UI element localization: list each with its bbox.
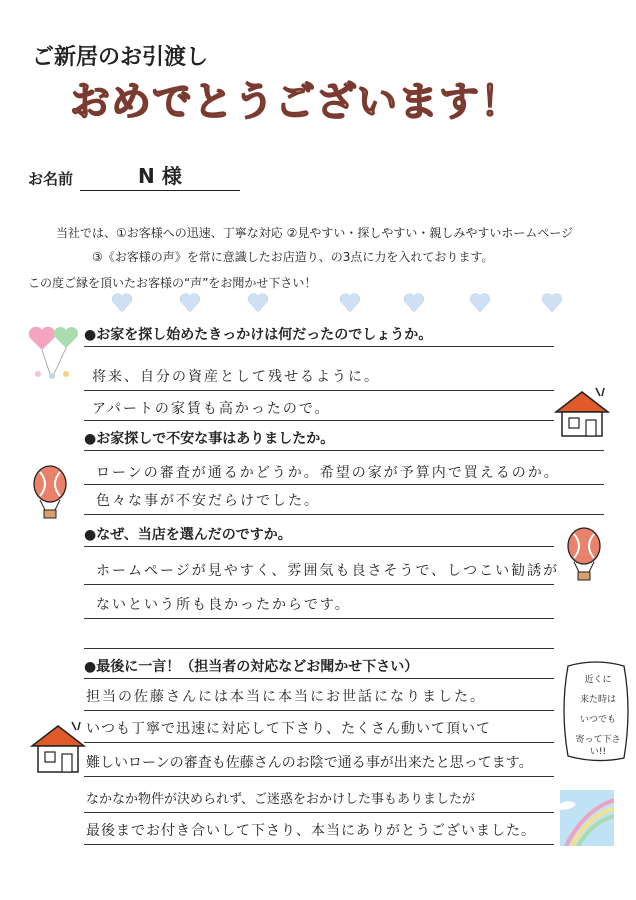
heart-icon xyxy=(340,294,360,312)
question-1: ●お家を探し始めたきっかけは何だったのでしょうか。 xyxy=(84,327,433,343)
hearts-row xyxy=(112,292,572,314)
side-note-line-3: いつでも xyxy=(579,715,616,725)
hot-air-balloon-icon xyxy=(26,462,76,522)
side-note-line-4: 寄って下さい!! xyxy=(575,735,621,757)
page-subtitle: ご新居のお引渡し xyxy=(32,45,209,70)
answer-3-line-2: ないという所も良かったからです。 xyxy=(96,597,351,613)
question-3: ●なぜ、当店を選んだのですか。 xyxy=(84,527,292,543)
rainbow-icon xyxy=(560,790,614,846)
hot-air-balloon-icon xyxy=(560,520,610,586)
answer-2-line-1: ローンの審査が通るかどうか。希望の家が予算内で買えるのか。 xyxy=(96,465,560,481)
heart-icon xyxy=(180,294,200,312)
rule xyxy=(84,546,554,547)
rule xyxy=(84,346,554,347)
answer-1-line-1: 将来、自分の資産として残せるように。 xyxy=(92,369,380,385)
answer-4-line-4: なかなか物件が決められず、ご迷惑をおかけした事もありましたが xyxy=(86,792,475,807)
rule xyxy=(84,648,554,649)
heart-icon xyxy=(248,294,268,312)
rule xyxy=(84,710,554,711)
answer-1-line-2: アパートの家賃も高かったので。 xyxy=(92,401,331,417)
house-icon xyxy=(552,386,612,442)
answer-4-line-2: いつも丁寧で迅速に対応して下さり、たくさん動いて頂いて xyxy=(86,721,491,737)
balloon-icon xyxy=(26,322,86,382)
rule xyxy=(84,812,554,813)
name-label: お名前 xyxy=(28,170,74,188)
rule xyxy=(84,514,604,515)
rule xyxy=(84,450,604,451)
answer-4-line-1: 担当の佐藤さんには本当に本当にお世話になりました。 xyxy=(86,689,486,705)
answer-4-line-3: 難しいローンの審査も佐藤さんのお陰で通る事が出来たと思ってます。 xyxy=(86,755,533,771)
rule xyxy=(84,420,554,421)
rule xyxy=(84,844,554,845)
answer-2-line-2: 色々な事が不安だらけでした。 xyxy=(96,493,320,509)
rule xyxy=(84,678,554,679)
answer-3-line-1: ホームページが見やすく、雰囲気も良さそうで、しつこい勧誘が xyxy=(96,563,560,579)
heart-icon xyxy=(404,294,424,312)
question-2: ●お家探しで不安な事はありましたか。 xyxy=(84,431,335,447)
side-note-line-2: 来た時は xyxy=(579,695,616,705)
rule xyxy=(84,618,554,619)
house-icon xyxy=(28,720,88,778)
page-title: おめでとうございます！ xyxy=(70,79,521,125)
customer-name: N 様 xyxy=(138,164,182,188)
rule xyxy=(84,776,554,777)
rule xyxy=(84,584,554,585)
intro-line-1: 当社では、①お客様への迅速、丁寧な対応 ②見やすい・探しやすい・親しみやすいホームページ xyxy=(56,226,574,240)
question-4: ●最後に一言！（担当者の対応などお聞かせ下さい） xyxy=(84,659,419,675)
heart-icon xyxy=(470,294,490,312)
side-note-line-1: 近くに xyxy=(584,675,612,685)
rule xyxy=(84,742,554,743)
rule xyxy=(84,484,604,485)
name-underline xyxy=(80,190,240,191)
heart-icon xyxy=(542,294,562,312)
intro-line-3: この度ご縁を頂いたお客様の“声”をお聞かせ下さい！ xyxy=(28,276,317,290)
heart-icon xyxy=(112,294,132,312)
intro-line-2: ③《お客様の声》を常に意識したお店造り、の3点に力を入れております。 xyxy=(92,250,494,264)
answer-4-line-5: 最後までお付き合いして下さり、本当にありがとうございました。 xyxy=(86,823,536,839)
rule xyxy=(84,390,554,391)
